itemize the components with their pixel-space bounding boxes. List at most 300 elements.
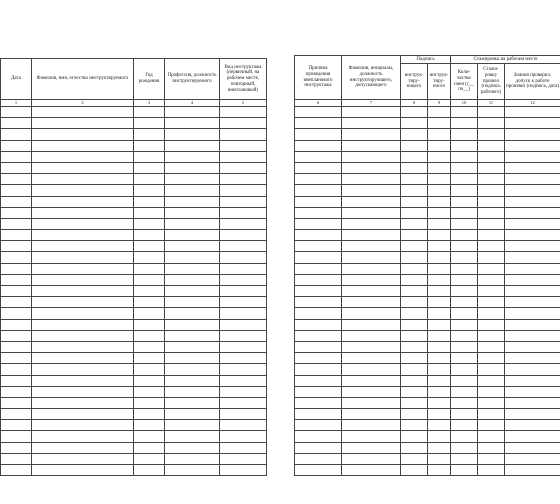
table-cell [478,129,505,140]
table-cell [32,129,134,140]
table-cell [478,330,505,341]
table-cell [401,129,428,140]
left-journal-table [0,58,267,476]
table-cell [401,162,428,173]
table-row [295,140,560,151]
table-cell [451,364,478,375]
table-cell [1,218,32,229]
header-instructor-name: Фамилия, инициалы, должность инструктирующего, допускающего [342,56,401,100]
table-cell [1,453,32,464]
table-cell [295,297,342,308]
header-date: Дата [1,59,32,100]
table-cell [478,252,505,263]
table-cell [134,286,165,297]
table-cell [478,409,505,420]
table-cell [32,341,134,352]
table-cell [32,185,134,196]
left-column-numbers-row [1,100,267,107]
table-cell [451,107,478,118]
table-cell [220,196,267,207]
table-cell [428,196,451,207]
table-cell [1,319,32,330]
table-cell [478,442,505,453]
table-cell [295,409,342,420]
table-cell [478,218,505,229]
table-cell [401,442,428,453]
table-cell [220,207,267,218]
table-cell [165,397,220,408]
table-cell [401,263,428,274]
table-cell [295,386,342,397]
right-journal-table [294,55,560,476]
table-cell [295,420,342,431]
table-row [295,151,560,162]
table-cell [165,174,220,185]
table-cell [295,129,342,140]
table-cell [220,218,267,229]
table-cell [505,341,560,352]
table-row [295,218,560,229]
table-cell [451,140,478,151]
column-number: 10 [451,100,478,107]
table-row [1,341,267,352]
table-cell [32,465,134,476]
table-cell [342,319,401,330]
table-cell [451,353,478,364]
table-cell [505,319,560,330]
table-cell [165,230,220,241]
column-number: 4 [165,100,220,107]
table-cell [220,118,267,129]
table-row [295,330,560,341]
table-cell [295,107,342,118]
table-cell [451,465,478,476]
table-cell [478,341,505,352]
table-cell [165,375,220,386]
table-cell [505,151,560,162]
column-number: 6 [295,100,342,107]
table-cell [342,252,401,263]
table-cell [134,107,165,118]
table-row [1,196,267,207]
table-cell [342,286,401,297]
table-cell [342,241,401,252]
table-cell [165,162,220,173]
header-reason: Причина проведения внепланового инструктажа [295,56,342,100]
table-cell [165,263,220,274]
table-cell [401,185,428,196]
column-number: 3 [134,100,165,107]
table-cell [342,420,401,431]
table-cell [342,409,401,420]
table-cell [165,431,220,442]
table-row [1,218,267,229]
table-cell [32,118,134,129]
table-cell [165,364,220,375]
table-cell [428,252,451,263]
table-cell [134,118,165,129]
table-cell [451,218,478,229]
column-number: 7 [342,100,401,107]
table-cell [401,107,428,118]
column-number: 11 [478,100,505,107]
table-cell [428,107,451,118]
table-cell [505,364,560,375]
table-cell [428,274,451,285]
table-cell [428,364,451,375]
table-cell [134,375,165,386]
table-row [295,319,560,330]
table-cell [32,263,134,274]
table-cell [1,308,32,319]
table-cell [295,319,342,330]
table-cell [342,364,401,375]
table-cell [478,319,505,330]
table-cell [505,453,560,464]
table-row [295,353,560,364]
table-cell [478,286,505,297]
table-cell [342,196,401,207]
table-cell [220,465,267,476]
table-cell [220,330,267,341]
column-number: 12 [505,100,560,107]
table-cell [32,397,134,408]
table-cell [295,118,342,129]
table-cell [165,196,220,207]
table-cell [32,218,134,229]
table-cell [220,375,267,386]
table-row [1,319,267,330]
table-cell [295,207,342,218]
table-row [1,465,267,476]
table-cell [451,196,478,207]
table-cell [451,174,478,185]
table-cell [428,129,451,140]
table-cell [342,151,401,162]
right-page [294,55,560,451]
table-cell [505,129,560,140]
table-cell [401,397,428,408]
table-cell [505,286,560,297]
table-cell [134,330,165,341]
table-cell [295,431,342,442]
table-cell [401,319,428,330]
table-row [1,286,267,297]
table-cell [342,465,401,476]
table-cell [220,431,267,442]
table-row [1,162,267,173]
table-cell [220,453,267,464]
table-cell [295,252,342,263]
table-cell [478,207,505,218]
table-cell [295,286,342,297]
table-cell [134,162,165,173]
header-instruction-type: Вид инструктажа (первичный, на рабочем месте, повторный, внеплановый) [220,59,267,100]
table-cell [505,263,560,274]
table-cell [32,151,134,162]
table-cell [505,375,560,386]
table-cell [451,151,478,162]
table-cell [165,297,220,308]
table-cell [1,230,32,241]
table-cell [451,252,478,263]
table-cell [478,151,505,162]
table-cell [32,107,134,118]
column-number: 9 [428,100,451,107]
header-sign-instructor: инструк-тиру-ющего [401,64,428,100]
table-cell [1,107,32,118]
table-cell [478,397,505,408]
table-cell [134,140,165,151]
table-cell [478,196,505,207]
table-cell [505,252,560,263]
table-cell [1,409,32,420]
header-shift-count: Коли-чество смен (с__ по__) [451,64,478,100]
table-cell [401,330,428,341]
table-cell [134,364,165,375]
table-cell [220,297,267,308]
table-cell [428,420,451,431]
table-cell [342,140,401,151]
table-cell [220,174,267,185]
table-cell [32,409,134,420]
table-cell [428,319,451,330]
table-cell [32,431,134,442]
table-row [1,263,267,274]
table-cell [134,453,165,464]
table-row [295,129,560,140]
table-cell [428,185,451,196]
header-knowledge-check: Знания проверил, допуск к работе произвел (подпись, дата) [505,64,560,100]
table-cell [401,420,428,431]
table-row [1,207,267,218]
table-cell [220,162,267,173]
table-cell [342,453,401,464]
table-cell [165,241,220,252]
table-cell [401,230,428,241]
table-cell [165,353,220,364]
table-cell [134,274,165,285]
table-cell [478,118,505,129]
table-cell [505,353,560,364]
table-cell [134,465,165,476]
table-cell [295,364,342,375]
table-cell [295,162,342,173]
table-cell [478,364,505,375]
column-number: 2 [32,100,134,107]
table-cell [295,465,342,476]
table-cell [505,174,560,185]
table-cell [451,397,478,408]
table-cell [32,252,134,263]
table-cell [342,341,401,352]
table-cell [32,330,134,341]
table-cell [505,308,560,319]
header-internship-done: Стажи-ровку прошел (подпись рабочего) [478,64,505,100]
table-row [1,274,267,285]
table-cell [401,140,428,151]
left-page [0,58,266,450]
table-row [1,230,267,241]
table-cell [165,151,220,162]
table-cell [428,442,451,453]
table-cell [505,465,560,476]
table-cell [220,274,267,285]
table-cell [428,218,451,229]
table-cell [342,308,401,319]
table-row [295,230,560,241]
table-cell [451,386,478,397]
table-cell [401,453,428,464]
table-cell [134,420,165,431]
table-cell [32,297,134,308]
table-cell [478,297,505,308]
table-row [295,162,560,173]
table-cell [165,107,220,118]
table-cell [505,230,560,241]
table-cell [401,353,428,364]
table-cell [295,442,342,453]
table-cell [295,140,342,151]
table-cell [32,308,134,319]
table-cell [342,185,401,196]
table-cell [428,230,451,241]
table-cell [401,409,428,420]
table-row [295,185,560,196]
table-cell [505,386,560,397]
table-cell [505,420,560,431]
table-cell [295,397,342,408]
table-cell [342,397,401,408]
table-cell [32,230,134,241]
table-row [1,409,267,420]
table-cell [428,162,451,173]
table-cell [1,263,32,274]
table-cell [428,174,451,185]
table-cell [134,252,165,263]
table-cell [220,107,267,118]
table-cell [478,431,505,442]
table-row [1,453,267,464]
table-cell [165,252,220,263]
table-cell [32,286,134,297]
table-cell [32,386,134,397]
table-cell [478,353,505,364]
table-cell [134,196,165,207]
table-cell [342,330,401,341]
table-cell [401,308,428,319]
table-row [295,453,560,464]
table-cell [32,353,134,364]
table-cell [1,353,32,364]
table-cell [295,230,342,241]
table-cell [451,162,478,173]
table-cell [295,185,342,196]
table-cell [134,353,165,364]
table-cell [1,118,32,129]
table-cell [505,330,560,341]
table-cell [401,241,428,252]
table-row [1,420,267,431]
table-cell [505,431,560,442]
table-cell [451,341,478,352]
table-cell [428,297,451,308]
table-cell [295,341,342,352]
table-row [295,274,560,285]
table-row [295,341,560,352]
table-cell [165,442,220,453]
table-row [1,151,267,162]
table-cell [32,162,134,173]
table-cell [1,420,32,431]
table-cell [401,341,428,352]
table-cell [32,241,134,252]
table-row [295,297,560,308]
table-cell [342,107,401,118]
table-cell [134,319,165,330]
header-internship-group: Стажировка на рабочем месте [451,56,560,64]
table-row [1,308,267,319]
table-cell [134,151,165,162]
table-row [1,330,267,341]
table-cell [165,118,220,129]
table-row [1,375,267,386]
table-cell [220,129,267,140]
header-profession: Профессия, должность инструктируемого [165,59,220,100]
table-cell [505,397,560,408]
table-row [295,308,560,319]
right-header-row-top [295,56,560,64]
table-cell [478,375,505,386]
table-row [295,286,560,297]
table-cell [401,286,428,297]
table-cell [478,185,505,196]
table-row [295,174,560,185]
table-cell [220,442,267,453]
table-row [1,107,267,118]
table-row [295,207,560,218]
table-cell [478,308,505,319]
table-cell [32,274,134,285]
table-cell [505,409,560,420]
table-cell [401,274,428,285]
table-cell [505,185,560,196]
table-cell [1,364,32,375]
table-cell [220,230,267,241]
table-cell [165,129,220,140]
table-cell [401,252,428,263]
table-cell [1,297,32,308]
table-cell [295,375,342,386]
table-cell [1,431,32,442]
table-cell [32,196,134,207]
table-cell [220,140,267,151]
table-cell [220,286,267,297]
table-row [295,263,560,274]
table-cell [1,207,32,218]
table-row [295,252,560,263]
table-cell [451,263,478,274]
table-cell [428,397,451,408]
table-cell [134,431,165,442]
table-cell [1,386,32,397]
table-cell [428,207,451,218]
table-cell [165,386,220,397]
table-row [1,241,267,252]
table-cell [1,129,32,140]
column-number: 5 [220,100,267,107]
table-cell [32,442,134,453]
